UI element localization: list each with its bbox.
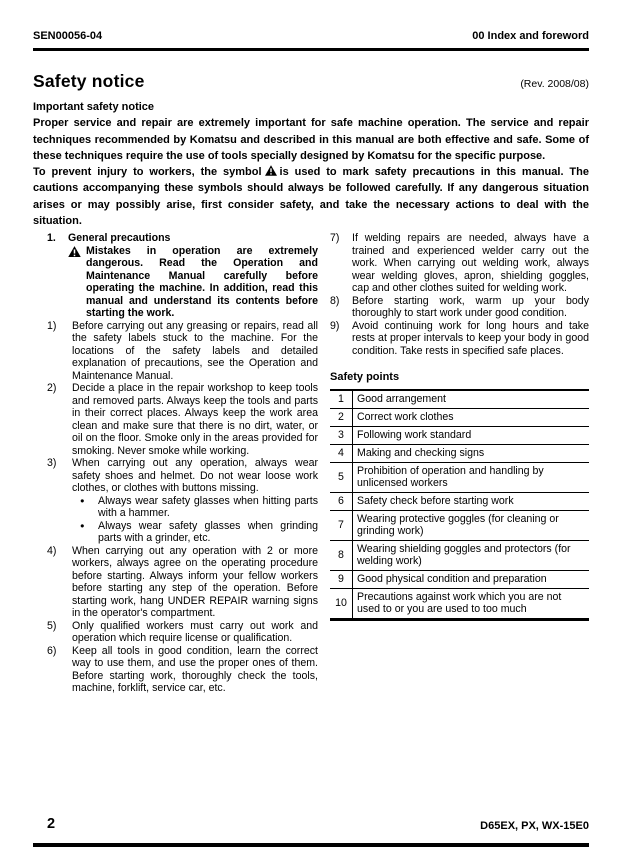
list-item-text: Avoid continuing work for long hours and take rests at proper intervals to keep your body in good condition. Take rests in specified safe places.: [352, 319, 589, 357]
table-row: [330, 492, 589, 510]
list-item-number: 3): [47, 457, 57, 470]
list-item-1: [47, 320, 318, 383]
table-row: [330, 510, 589, 540]
row-text: Wearing protective goggles (for cleaning or grinding work): [353, 510, 590, 540]
list-item-text: Decide a place in the repair workshop to keep tools and removed parts. Always keep the tools and parts in their correct places. Always keep the work area clean and make sure that there is no dirt, water, or oil on the floor. Smoke only in the areas provided for smoking. Never smoke while working.: [72, 382, 318, 457]
doc-number: SEN00056-04: [33, 30, 103, 42]
list-item-number: 5): [47, 619, 57, 632]
safety-points-table: [330, 389, 589, 621]
row-text: Precautions against work which you are not used to or you are used to too much: [357, 591, 562, 616]
row-text: Safety check before starting work: [353, 492, 590, 510]
intro-subtitle: Important safety notice: [33, 101, 155, 113]
list-item-number: 4): [47, 544, 57, 557]
list-item-text: Before carrying out any greasing or repairs, read all the safety labels stuck to the machine. For the locations of the safety labels and detailed explanation of precautions, see the Operation and Maintenance Manual.: [72, 319, 318, 382]
intro-section: [33, 99, 589, 229]
list-item-4: [47, 545, 318, 620]
list-item-text: Before starting work, warm up your body thoroughly to start work under good condition.: [352, 294, 589, 320]
page-number: 2: [47, 816, 56, 832]
page-footer: [33, 816, 589, 847]
row-text: Correct work clothes: [353, 408, 590, 426]
row-number: 4: [330, 444, 353, 462]
list-item-text: Keep all tools in good condition, learn the correct way to use them, and use the proper ones of them. Before starting work, thoroughly check the tools, machine, forklift, service car, etc.: [72, 644, 318, 695]
list-item-7: [330, 232, 589, 295]
row-number: 1: [330, 390, 353, 409]
left-column: [33, 232, 318, 695]
row-number: 10: [330, 588, 353, 619]
title-row: [33, 71, 589, 92]
row-number: 9: [330, 570, 353, 588]
row-text: Prohibition of operation and handling by unlicensed workers: [353, 462, 590, 492]
bullet-item-1: [79, 495, 318, 520]
row-text: Making and checking signs: [353, 444, 590, 462]
intro-paragraph-2-after: is used to mark safety precautions in this manual. The cautions accompanying these symbols should always be followed carefully. If any dangerous situation arises or may possibly arise, first consider safety, and take the necessary actions to deal with the situation.: [33, 166, 589, 228]
bullet-text: Always wear safety glasses when hitting parts with a hammer.: [98, 494, 318, 520]
list-item-6: [47, 645, 318, 695]
list-item-text-main: When carrying out any operation, always wear safety shoes and helmet. Do not wear loose work clothes, or clothes with buttons missing.: [72, 457, 318, 495]
table-row: [330, 408, 589, 426]
intro-paragraph-2: [33, 164, 589, 229]
list-item-number: 6): [47, 644, 57, 657]
revision-label: (Rev. 2008/08): [520, 78, 589, 90]
page-title: Safety notice: [33, 71, 145, 91]
warning-icon: [265, 165, 277, 176]
table-row: [330, 570, 589, 588]
list-item-text: When carrying out any operation with 2 or more workers, always agree on the operating procedure before starting. Always inform your fellow workers before starting any step of the operation. Before starting work, hang UNDER REPAIR warning signs in the operator's compartment.: [72, 544, 318, 620]
two-column-body: [33, 232, 589, 695]
table-row: [330, 444, 589, 462]
section-number: 1.: [47, 232, 56, 245]
list-item-number: 1): [47, 319, 57, 332]
list-item-number: 9): [330, 319, 340, 332]
list-item-text: If welding repairs are needed, always have a trained and experienced welder carry out the work. When carrying out welding work, always wear welding gloves, apron, shielding goggles, cap and other clothes suited for welding work.: [352, 232, 589, 295]
table-row: [330, 462, 589, 492]
intro-paragraph-1: Proper service and repair are extremely important for safe machine operation. The service and repair techniques recommended by Komatsu and described in this manual are both effective and safe. Some of these techniques require the use of tools specially designed by Komatsu for the specific purpose.: [33, 117, 589, 162]
row-number: 5: [330, 462, 353, 492]
table-row: [330, 426, 589, 444]
warning-block: [68, 245, 318, 320]
section-heading-text: General precautions: [68, 232, 171, 245]
table-row: [330, 588, 589, 619]
list-item-text: [72, 457, 318, 545]
bullet-icon: ●: [80, 520, 85, 530]
row-text: Wearing shielding goggles and protectors (for welding work): [353, 540, 590, 570]
list-item-5: [47, 620, 318, 645]
row-text: Following work standard: [353, 426, 590, 444]
bullet-item-2: [79, 520, 318, 545]
list-item-9: [330, 320, 589, 358]
list-item-2: [47, 382, 318, 457]
table-row: [330, 390, 589, 409]
list-item-text: Only qualified workers must carry out work and operation which require license or qualification.: [72, 619, 318, 645]
chapter-title: 00 Index and foreword: [472, 30, 589, 42]
row-text: Good physical condition and preparation: [353, 570, 590, 588]
row-number: 8: [330, 540, 353, 570]
page-header: [33, 30, 589, 51]
list-item-number: 7): [330, 232, 340, 245]
warning-icon: [68, 245, 86, 320]
row-number: 2: [330, 408, 353, 426]
row-text: Good arrangement: [353, 390, 590, 409]
warning-text: Mistakes in operation are extremely dangerous. Read the Operation and Maintenance Manual carefully before operating the machine. In addition, read this manual and understand its contents before starting the work.: [86, 244, 318, 320]
section-heading: [47, 232, 318, 245]
list-item-number: 2): [47, 382, 57, 395]
row-number: 3: [330, 426, 353, 444]
list-item-3: [47, 457, 318, 545]
intro-paragraph-2-before: To prevent injury to workers, the symbol: [33, 166, 262, 179]
row-number: 7: [330, 510, 353, 540]
bullet-text: Always wear safety glasses when grinding parts with a grinder, etc.: [98, 519, 318, 545]
row-number: 6: [330, 492, 353, 510]
safety-points-heading: Safety points: [330, 371, 400, 384]
right-column: [330, 232, 589, 695]
model-codes: D65EX, PX, WX-15E0: [480, 820, 589, 832]
table-row: [330, 540, 589, 570]
list-item-8: [330, 295, 589, 320]
list-item-number: 8): [330, 294, 340, 307]
bullet-icon: ●: [80, 495, 85, 505]
